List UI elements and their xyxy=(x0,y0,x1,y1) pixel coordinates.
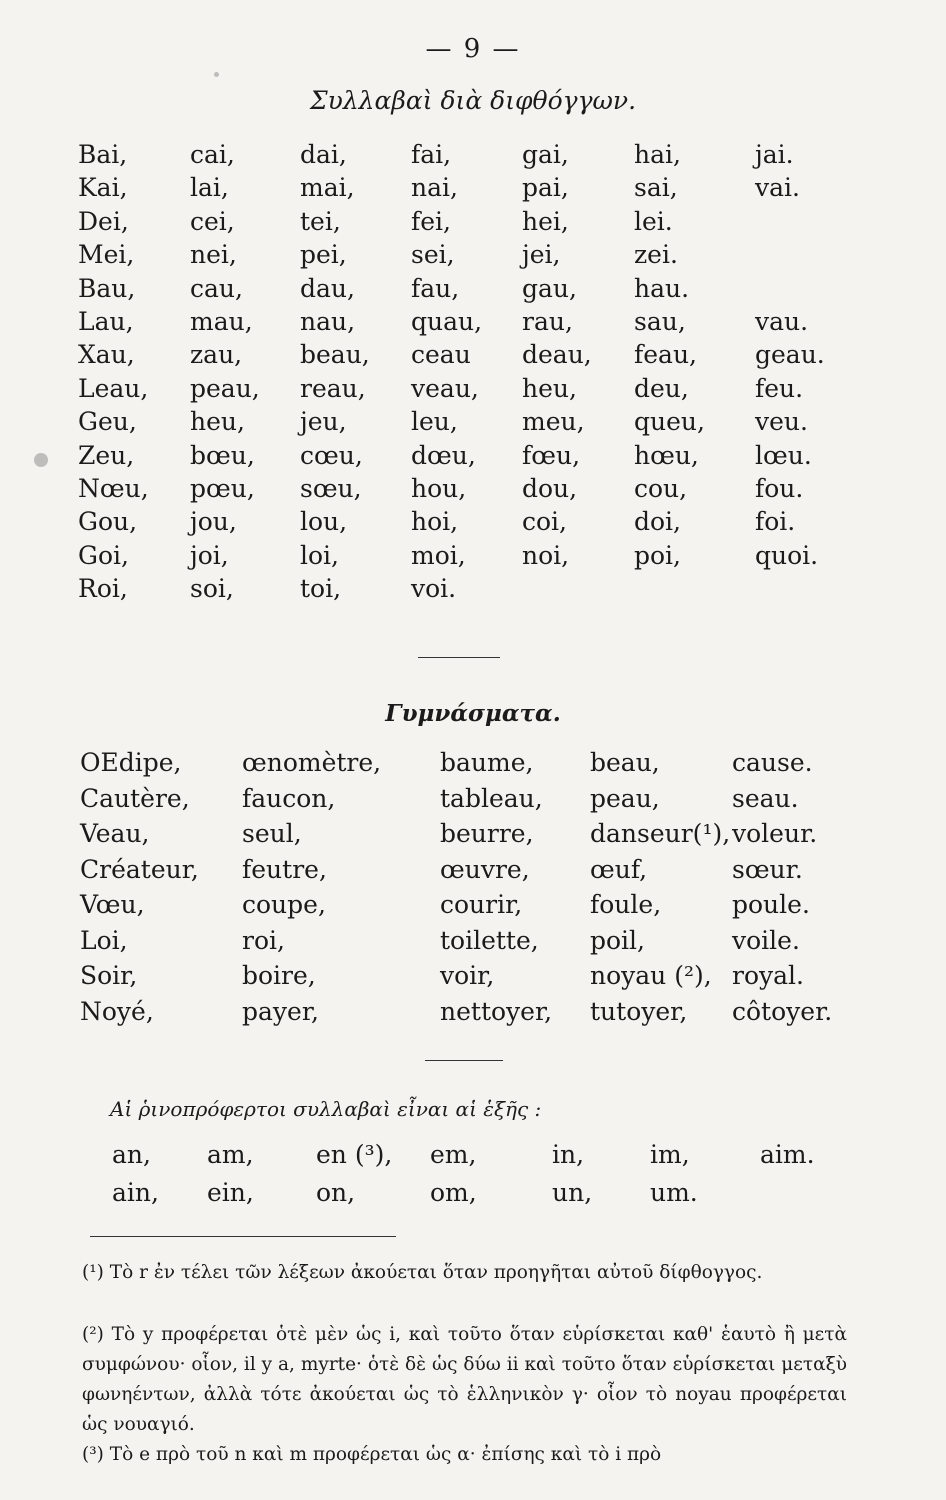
syllable: Lau, xyxy=(78,306,134,336)
syllable: mai, xyxy=(300,173,355,203)
syllable: Leau, xyxy=(78,373,149,403)
syllable: reau, xyxy=(300,373,366,403)
word: coupe, xyxy=(242,890,326,919)
syllable: gai, xyxy=(522,140,569,169)
syllable: cau, xyxy=(190,273,243,303)
ink-blot xyxy=(34,453,48,467)
syllable: Geu, xyxy=(78,407,137,437)
syllable: lœu. xyxy=(755,440,812,470)
syllable: um. xyxy=(650,1178,698,1207)
syllable: jai. xyxy=(755,140,794,169)
syllable: Bau, xyxy=(78,273,136,303)
syllable: jeu, xyxy=(300,407,347,437)
syllable: rau, xyxy=(522,306,573,336)
section-divider xyxy=(425,1060,503,1061)
word: voleur. xyxy=(732,819,818,848)
footnote-divider xyxy=(90,1236,396,1237)
word: boire, xyxy=(242,961,316,990)
syllable: un, xyxy=(552,1178,593,1207)
syllable: jei, xyxy=(522,240,561,270)
syllable: nei, xyxy=(190,240,237,270)
word: nettoyer, xyxy=(440,996,553,1026)
syllable: soi, xyxy=(190,574,234,604)
syllable: hou, xyxy=(411,473,467,503)
syllable: jou, xyxy=(190,507,237,537)
diphthong-section-heading: Συλλαβαὶ διὰ διφθόγγων. xyxy=(309,86,637,115)
syllable: Roi, xyxy=(78,574,128,604)
syllable: foi. xyxy=(755,507,796,537)
syllable: hau. xyxy=(634,273,690,303)
page-number: — 9 — xyxy=(425,34,521,64)
syllable: nai, xyxy=(411,173,458,203)
word: payer, xyxy=(242,996,319,1026)
word: noyau (²), xyxy=(590,961,712,990)
syllable: toi, xyxy=(300,574,342,604)
syllable: lai, xyxy=(190,173,229,203)
syllable: quau, xyxy=(411,306,483,336)
syllable: nau, xyxy=(300,306,356,336)
nasal-syllables-intro: Αἱ ῥινοπρόφερτοι συλλαβαὶ εἶναι αἱ ἑξῆς : xyxy=(110,1097,542,1121)
syllable: Zeu, xyxy=(78,440,135,470)
word: peau, xyxy=(590,783,660,813)
syllable: doi, xyxy=(634,507,681,537)
syllable: bœu, xyxy=(190,440,255,470)
syllable: mau, xyxy=(190,306,253,336)
word: Vœu, xyxy=(80,890,145,919)
syllable: fou. xyxy=(755,473,804,503)
syllable: vau. xyxy=(755,306,809,336)
syllable: om, xyxy=(430,1178,477,1207)
syllable: hœu, xyxy=(634,440,699,470)
word: œuf, xyxy=(590,854,648,884)
section-divider xyxy=(418,657,500,658)
syllable: fai, xyxy=(411,140,452,169)
word: Cautère, xyxy=(80,783,190,813)
syllable: noi, xyxy=(522,540,570,570)
word: royal. xyxy=(732,961,804,990)
syllable: cœu, xyxy=(300,440,363,470)
syllable: vai. xyxy=(755,173,800,203)
syllable: deau, xyxy=(522,340,592,370)
word: roi, xyxy=(242,925,285,955)
word: œuvre, xyxy=(440,854,530,884)
word: courir, xyxy=(440,890,523,919)
word: Soir, xyxy=(80,961,138,990)
word: toilette, xyxy=(440,925,539,955)
word: tableau, xyxy=(440,783,543,813)
word: sœur. xyxy=(732,854,803,884)
word: seul, xyxy=(242,819,302,848)
syllable: quoi. xyxy=(755,540,819,570)
word: côtoyer. xyxy=(732,996,833,1026)
syllable: dau, xyxy=(300,273,355,303)
footnote-3: (³) Τὸ e πρὸ τοῦ n καὶ m προφέρεται ὡς α· ἐπίσης καὶ τὸ i πρὸ xyxy=(82,1444,662,1465)
syllable: an, xyxy=(112,1140,151,1169)
syllable: in, xyxy=(552,1140,585,1169)
syllable: veu. xyxy=(755,407,808,437)
syllable: pœu, xyxy=(190,473,255,503)
syllable: ceau xyxy=(411,340,471,370)
syllable: aim. xyxy=(760,1140,815,1169)
syllable: heu, xyxy=(522,373,577,403)
word: danseur(¹), xyxy=(590,819,731,848)
exercises-heading: Γυμνάσματα. xyxy=(385,700,561,727)
word: voir, xyxy=(440,961,495,990)
syllable: Nœu, xyxy=(78,473,149,503)
syllable: hei, xyxy=(522,206,569,236)
syllable: pei, xyxy=(300,240,347,270)
syllable: sai, xyxy=(634,173,678,203)
syllable: tei, xyxy=(300,206,341,236)
syllable: dœu, xyxy=(411,440,476,470)
syllable: Dei, xyxy=(78,206,129,236)
syllable: fei, xyxy=(411,206,451,236)
syllable: queu, xyxy=(634,407,705,437)
syllable: fœu, xyxy=(522,440,581,470)
syllable: loi, xyxy=(300,540,339,570)
syllable: fau, xyxy=(411,273,460,303)
syllable: poi, xyxy=(634,540,681,570)
syllable: Bai, xyxy=(78,140,128,169)
syllable: on, xyxy=(316,1178,356,1207)
syllable: beau, xyxy=(300,340,370,370)
syllable: sau, xyxy=(634,306,686,336)
syllable: sœu, xyxy=(300,473,362,503)
syllable: pai, xyxy=(522,173,569,203)
word: OEdipe, xyxy=(80,748,182,777)
syllable: peau, xyxy=(190,373,260,403)
footnote-1: (¹) Τὸ r ἐν τέλει τῶν λέξεων ἀκούεται ὅταν προηγῆται αὐτοῦ δίφθογγος. xyxy=(82,1262,763,1283)
syllable: im, xyxy=(650,1140,690,1169)
word: tutoyer, xyxy=(590,996,688,1026)
syllable: en (³), xyxy=(316,1140,393,1169)
syllable: feau, xyxy=(634,340,698,370)
syllable: coi, xyxy=(522,507,567,537)
word: poil, xyxy=(590,925,645,955)
syllable: meu, xyxy=(522,407,585,437)
syllable: cou, xyxy=(634,473,688,503)
word: seau. xyxy=(732,783,799,813)
syllable: voi. xyxy=(411,574,457,604)
syllable: gau, xyxy=(522,273,577,303)
syllable: zei. xyxy=(634,240,678,270)
syllable: sei, xyxy=(411,240,455,270)
syllable: Gou, xyxy=(78,507,138,537)
ink-speck xyxy=(214,72,219,77)
syllable: zau, xyxy=(190,340,243,370)
syllable: joi, xyxy=(190,540,229,570)
syllable: Kai, xyxy=(78,173,128,203)
syllable: dou, xyxy=(522,473,578,503)
syllable: hoi, xyxy=(411,507,459,537)
syllable: cai, xyxy=(190,140,235,169)
word: beurre, xyxy=(440,819,534,848)
word: Noyé, xyxy=(80,996,154,1026)
syllable: leu, xyxy=(411,407,458,437)
syllable: ain, xyxy=(112,1178,159,1207)
syllable: heu, xyxy=(190,407,245,437)
word: œnomètre, xyxy=(242,748,382,777)
word: poule. xyxy=(732,890,810,919)
syllable: dai, xyxy=(300,140,347,169)
syllable: cei, xyxy=(190,206,235,236)
word: voile. xyxy=(732,925,800,955)
syllable: Xau, xyxy=(78,340,135,370)
syllable: ein, xyxy=(207,1178,254,1207)
syllable: lei. xyxy=(634,206,673,236)
syllable: hai, xyxy=(634,140,681,169)
word: Veau, xyxy=(80,819,150,848)
word: feutre, xyxy=(242,854,327,884)
footnote-2: (²) Τὸ y προφέρεται ὁτὲ μὲν ὡς i, καὶ τοῦτο ὅταν εὑρίσκεται καθ' ἑαυτὸ ἢ μετὰ συμφώνου· οἷον, il y a, myrte· ὁτὲ δὲ ὡς δύω ii καὶ τοῦτο ὅταν εὑρίσκεται μεταξὺ φωνηέντων, ἀλλὰ τότε ἀκούεται ὡς τὸ ἑλληνικὸν γ· οἷον τὸ noyau προφέρεται ὡς νουαγιό. xyxy=(82,1324,847,1435)
word: Loi, xyxy=(80,925,128,955)
syllable: am, xyxy=(207,1140,254,1169)
syllable: veau, xyxy=(411,373,479,403)
syllable: lou, xyxy=(300,507,348,537)
word: faucon, xyxy=(242,783,336,813)
syllable: feu. xyxy=(755,373,804,403)
word: baume, xyxy=(440,748,534,777)
syllable: Mei, xyxy=(78,240,135,270)
syllable: Goi, xyxy=(78,540,129,570)
syllable: moi, xyxy=(411,540,466,570)
word: foule, xyxy=(590,890,662,919)
word: beau, xyxy=(590,748,660,777)
word: Créateur, xyxy=(80,854,199,884)
syllable: deu, xyxy=(634,373,689,403)
syllable: geau. xyxy=(755,340,825,370)
syllable: em, xyxy=(430,1140,477,1169)
word: cause. xyxy=(732,748,813,777)
